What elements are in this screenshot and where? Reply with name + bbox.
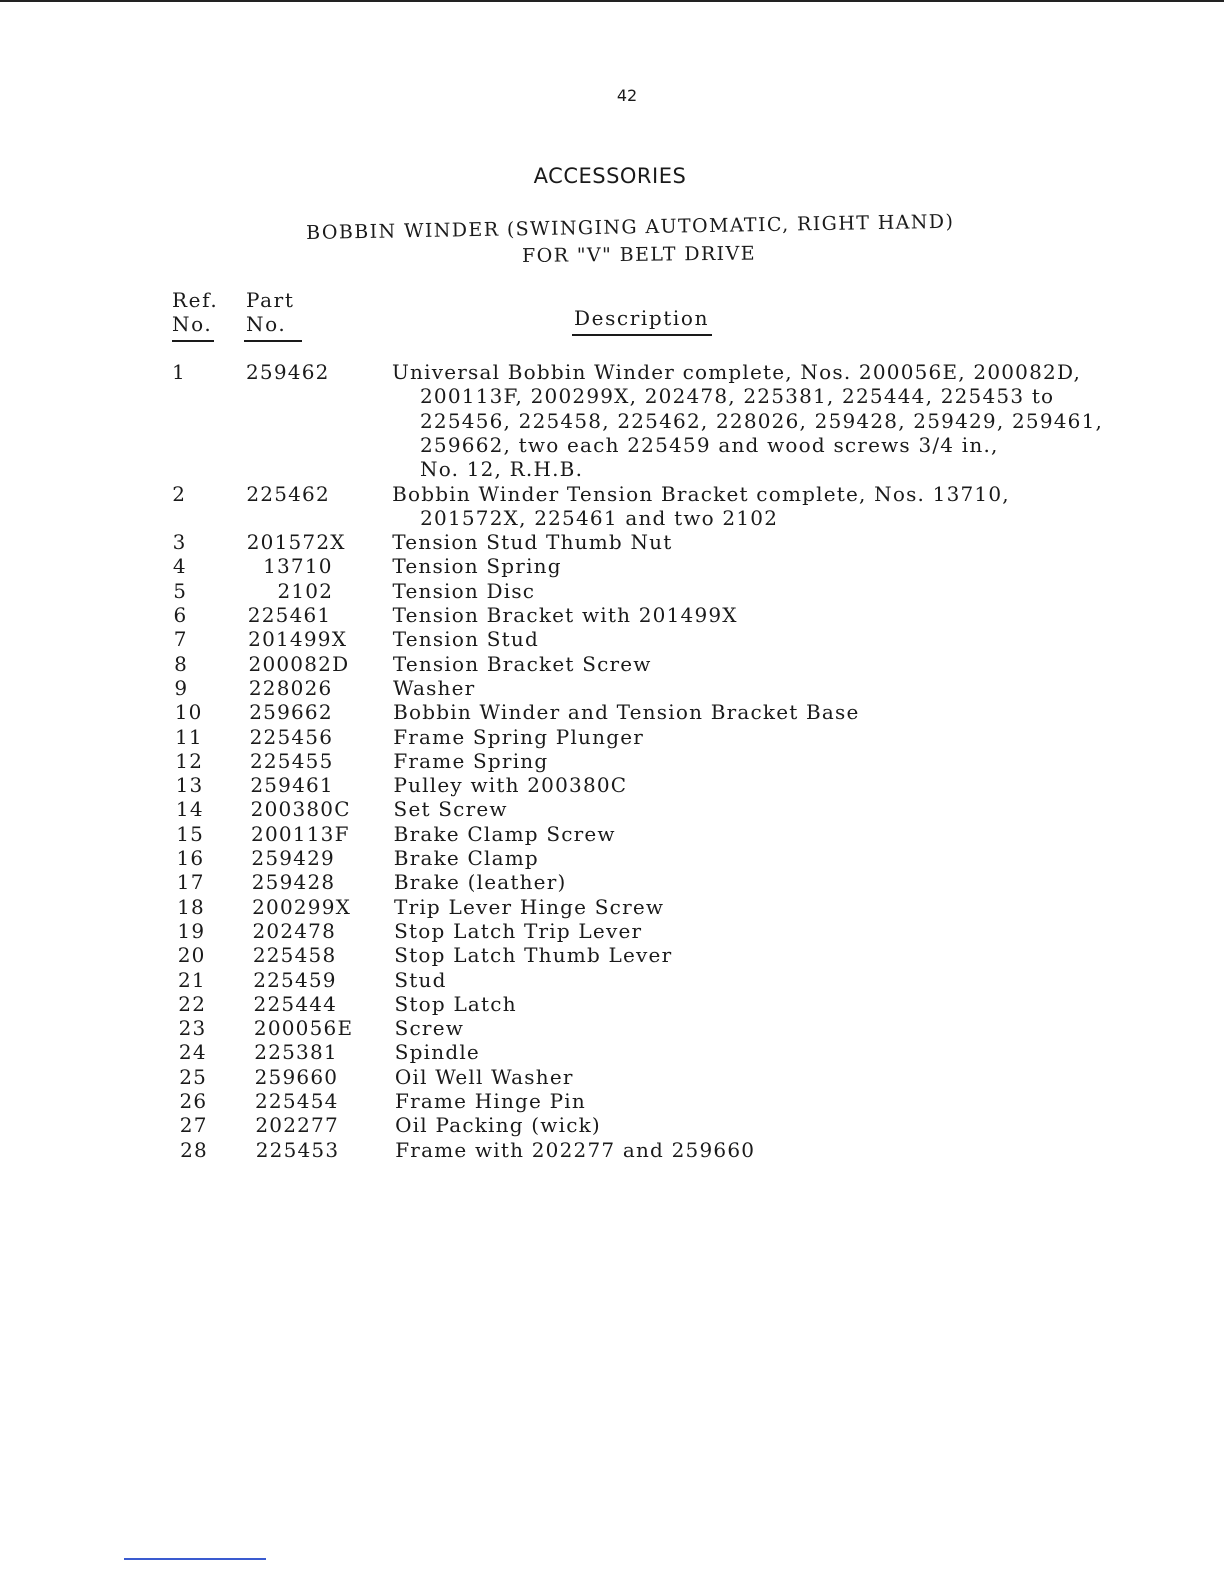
- ref-number: 15: [176, 821, 205, 846]
- description-line: Stud: [394, 967, 447, 992]
- description-line: Stop Latch: [394, 991, 517, 1016]
- ref-number: 10: [174, 700, 203, 725]
- part-number: 2102: [277, 578, 334, 603]
- page-number: 42: [616, 86, 638, 105]
- description-line: Bobbin Winder and Tension Bracket Base: [393, 700, 860, 725]
- part-number: 225455: [249, 748, 334, 773]
- ref-number: 12: [175, 748, 204, 773]
- ref-number: 25: [179, 1064, 208, 1089]
- subtitle-line-2: FOR "V" BELT DRIVE: [522, 242, 757, 267]
- part-number: 225456: [249, 724, 334, 749]
- table-row: [0, 725, 1224, 749]
- ref-number: 4: [172, 554, 187, 579]
- description-line: Washer: [392, 675, 476, 700]
- ref-number: 7: [173, 627, 188, 652]
- table-row: [0, 822, 1224, 846]
- part-description: [394, 919, 642, 943]
- ref-number: 26: [179, 1089, 208, 1113]
- part-description: [392, 554, 561, 578]
- part-description: [393, 603, 738, 627]
- part-number: 225453: [255, 1137, 340, 1162]
- part-description: [393, 627, 539, 651]
- header-part-no: [246, 288, 294, 336]
- header-description-underline: [572, 334, 712, 336]
- table-row: [0, 749, 1224, 773]
- description-line: Universal Bobbin Winder complete, Nos. 200056E, 200082D,: [392, 360, 1082, 384]
- part-description: [393, 676, 475, 700]
- ref-number: 22: [178, 991, 207, 1016]
- part-number: 225462: [246, 481, 330, 506]
- ref-number: 16: [176, 846, 205, 870]
- ref-number: 8: [174, 651, 189, 676]
- ref-number: 18: [177, 894, 205, 919]
- header-ref-line2: No.: [172, 312, 213, 336]
- ref-number: 23: [178, 1016, 207, 1041]
- description-line: Brake Clamp: [393, 846, 539, 870]
- part-description: [395, 1016, 464, 1040]
- part-number: 200299X: [252, 894, 352, 919]
- footer-link-rule: [124, 1558, 266, 1560]
- table-row: [0, 1113, 1224, 1137]
- part-number: 259428: [251, 870, 336, 895]
- table-row: [0, 797, 1224, 821]
- header-part-underline: [244, 340, 302, 342]
- part-number: 228026: [248, 675, 333, 700]
- table-row: [0, 919, 1224, 943]
- part-description: [394, 822, 616, 846]
- header-part-line2: No.: [246, 312, 287, 336]
- section-title: ACCESSORIES: [533, 164, 687, 188]
- description-line: Frame Hinge Pin: [395, 1089, 586, 1113]
- description-line: Screw: [394, 1016, 465, 1041]
- description-line: Tension Stud: [392, 627, 539, 652]
- description-line: Frame Spring Plunger: [393, 724, 645, 749]
- part-description: [394, 895, 664, 919]
- ref-number: 28: [180, 1137, 208, 1162]
- table-row: [0, 530, 1224, 554]
- table-row: [0, 1138, 1224, 1162]
- table-row: [0, 773, 1224, 797]
- part-number: 225461: [247, 603, 332, 627]
- table-row: [0, 676, 1224, 700]
- ref-number: 20: [177, 943, 206, 968]
- part-description: [392, 360, 1103, 481]
- table-row: [0, 579, 1224, 603]
- description-line: Oil Packing (wick): [395, 1113, 601, 1138]
- table-row: [0, 482, 1224, 531]
- part-description: [393, 652, 652, 676]
- description-continuation-line: 259662, two each 225459 and wood screws 3/4 in.,: [420, 432, 999, 457]
- ref-number: 21: [178, 967, 206, 992]
- description-line: Brake Clamp Screw: [393, 821, 616, 846]
- part-number: 259429: [251, 846, 335, 870]
- description-line: Stop Latch Trip Lever: [394, 918, 643, 943]
- part-description: [395, 1040, 480, 1064]
- description-line: Trip Lever Hinge Screw: [394, 894, 665, 919]
- part-number: 202277: [255, 1113, 339, 1138]
- table-row: [0, 846, 1224, 870]
- header-description: Description: [574, 306, 710, 330]
- part-number: 201499X: [248, 627, 348, 652]
- part-description: [393, 725, 644, 749]
- table-row: [0, 603, 1224, 627]
- part-description: [392, 482, 1010, 531]
- header-ref-underline: [172, 340, 214, 342]
- ref-number: 5: [173, 578, 188, 603]
- table-row: [0, 1089, 1224, 1113]
- table-row: [0, 870, 1224, 894]
- description-line: Tension Stud Thumb Nut: [392, 530, 673, 555]
- part-description: [393, 749, 548, 773]
- description-line: Tension Spring: [392, 554, 562, 579]
- ref-number: 27: [179, 1113, 208, 1138]
- ref-number: 24: [178, 1040, 207, 1065]
- table-row: [0, 360, 1224, 482]
- table-row: [0, 895, 1224, 919]
- description-line: Bobbin Winder Tension Bracket complete, Nos. 13710,: [392, 481, 1010, 506]
- table-row: [0, 700, 1224, 724]
- ref-number: 19: [177, 918, 206, 943]
- table-row: [0, 1016, 1224, 1040]
- description-line: Tension Bracket with 201499X: [392, 603, 738, 627]
- ref-number: 14: [175, 797, 204, 822]
- part-description: [394, 943, 672, 967]
- part-number: 202478: [252, 918, 337, 943]
- part-description: [394, 968, 446, 992]
- description-line: Frame Spring: [393, 748, 549, 773]
- description-line: Brake (leather): [393, 870, 567, 895]
- table-row: [0, 1065, 1224, 1089]
- part-number: 200056E: [253, 1016, 354, 1041]
- header-part-line1: Part: [246, 288, 295, 312]
- part-description: [395, 1089, 586, 1113]
- part-number: 200113F: [251, 821, 350, 846]
- description-continuation-line: 200113F, 200299X, 202478, 225381, 225444, 225453 to: [420, 384, 1055, 409]
- part-description: [394, 797, 508, 821]
- part-number: 259662: [249, 700, 333, 725]
- ref-number: 6: [173, 603, 188, 627]
- part-number: 259660: [254, 1064, 339, 1089]
- header-ref-no: [172, 288, 218, 336]
- description-line: Spindle: [394, 1040, 480, 1065]
- description-line: Pulley with 200380C: [393, 773, 628, 798]
- part-description: [395, 992, 517, 1016]
- part-number: 225454: [255, 1089, 339, 1113]
- part-description: [395, 1138, 755, 1162]
- description-continuation-line: 225456, 225458, 225462, 228026, 259428, 259429, 259461,: [420, 408, 1104, 433]
- part-description: [392, 579, 535, 603]
- ref-number: 13: [175, 773, 204, 798]
- ref-number: 9: [174, 675, 189, 700]
- table-row: [0, 652, 1224, 676]
- table-row: [0, 992, 1224, 1016]
- part-description: [395, 1065, 574, 1089]
- description-continuation-line: No. 12, R.H.B.: [420, 457, 584, 482]
- part-description: [393, 773, 627, 797]
- part-description: [393, 700, 859, 724]
- part-number: 200082D: [248, 651, 350, 676]
- part-description: [394, 870, 567, 894]
- part-number: 13710: [263, 554, 333, 579]
- header-ref-line1: Ref.: [172, 288, 219, 312]
- part-number: 225459: [253, 967, 337, 992]
- top-border-rule: [0, 0, 1224, 2]
- description-line: Oil Well Washer: [394, 1064, 574, 1089]
- subtitle-line-1: BOBBIN WINDER (SWINGING AUTOMATIC, RIGHT HAND): [306, 210, 955, 244]
- table-row: [0, 1040, 1224, 1064]
- ref-number: 3: [172, 530, 187, 555]
- part-number: 259461: [250, 773, 334, 798]
- part-description: [395, 1113, 601, 1137]
- table-row: [0, 627, 1224, 651]
- part-description: [392, 530, 672, 554]
- part-number: 225458: [252, 943, 337, 968]
- table-row: [0, 968, 1224, 992]
- table-row: [0, 554, 1224, 578]
- ref-number: 1: [172, 360, 186, 384]
- ref-number: 2: [172, 481, 187, 506]
- part-number: 225444: [253, 991, 338, 1016]
- description-continuation-line: 201572X, 225461 and two 2102: [420, 505, 779, 530]
- part-number: 225381: [254, 1040, 338, 1065]
- part-number: 200380C: [250, 797, 351, 822]
- part-number: 201572X: [246, 530, 346, 555]
- description-line: Frame with 202277 and 259660: [395, 1137, 756, 1162]
- description-line: Tension Disc: [392, 578, 536, 603]
- ref-number: 11: [175, 724, 203, 749]
- description-line: Tension Bracket Screw: [392, 651, 652, 676]
- table-row: [0, 943, 1224, 967]
- part-number: 259462: [246, 360, 330, 384]
- part-description: [394, 846, 539, 870]
- description-line: Set Screw: [393, 797, 508, 822]
- description-line: Stop Latch Thumb Lever: [394, 943, 673, 968]
- ref-number: 17: [176, 870, 205, 895]
